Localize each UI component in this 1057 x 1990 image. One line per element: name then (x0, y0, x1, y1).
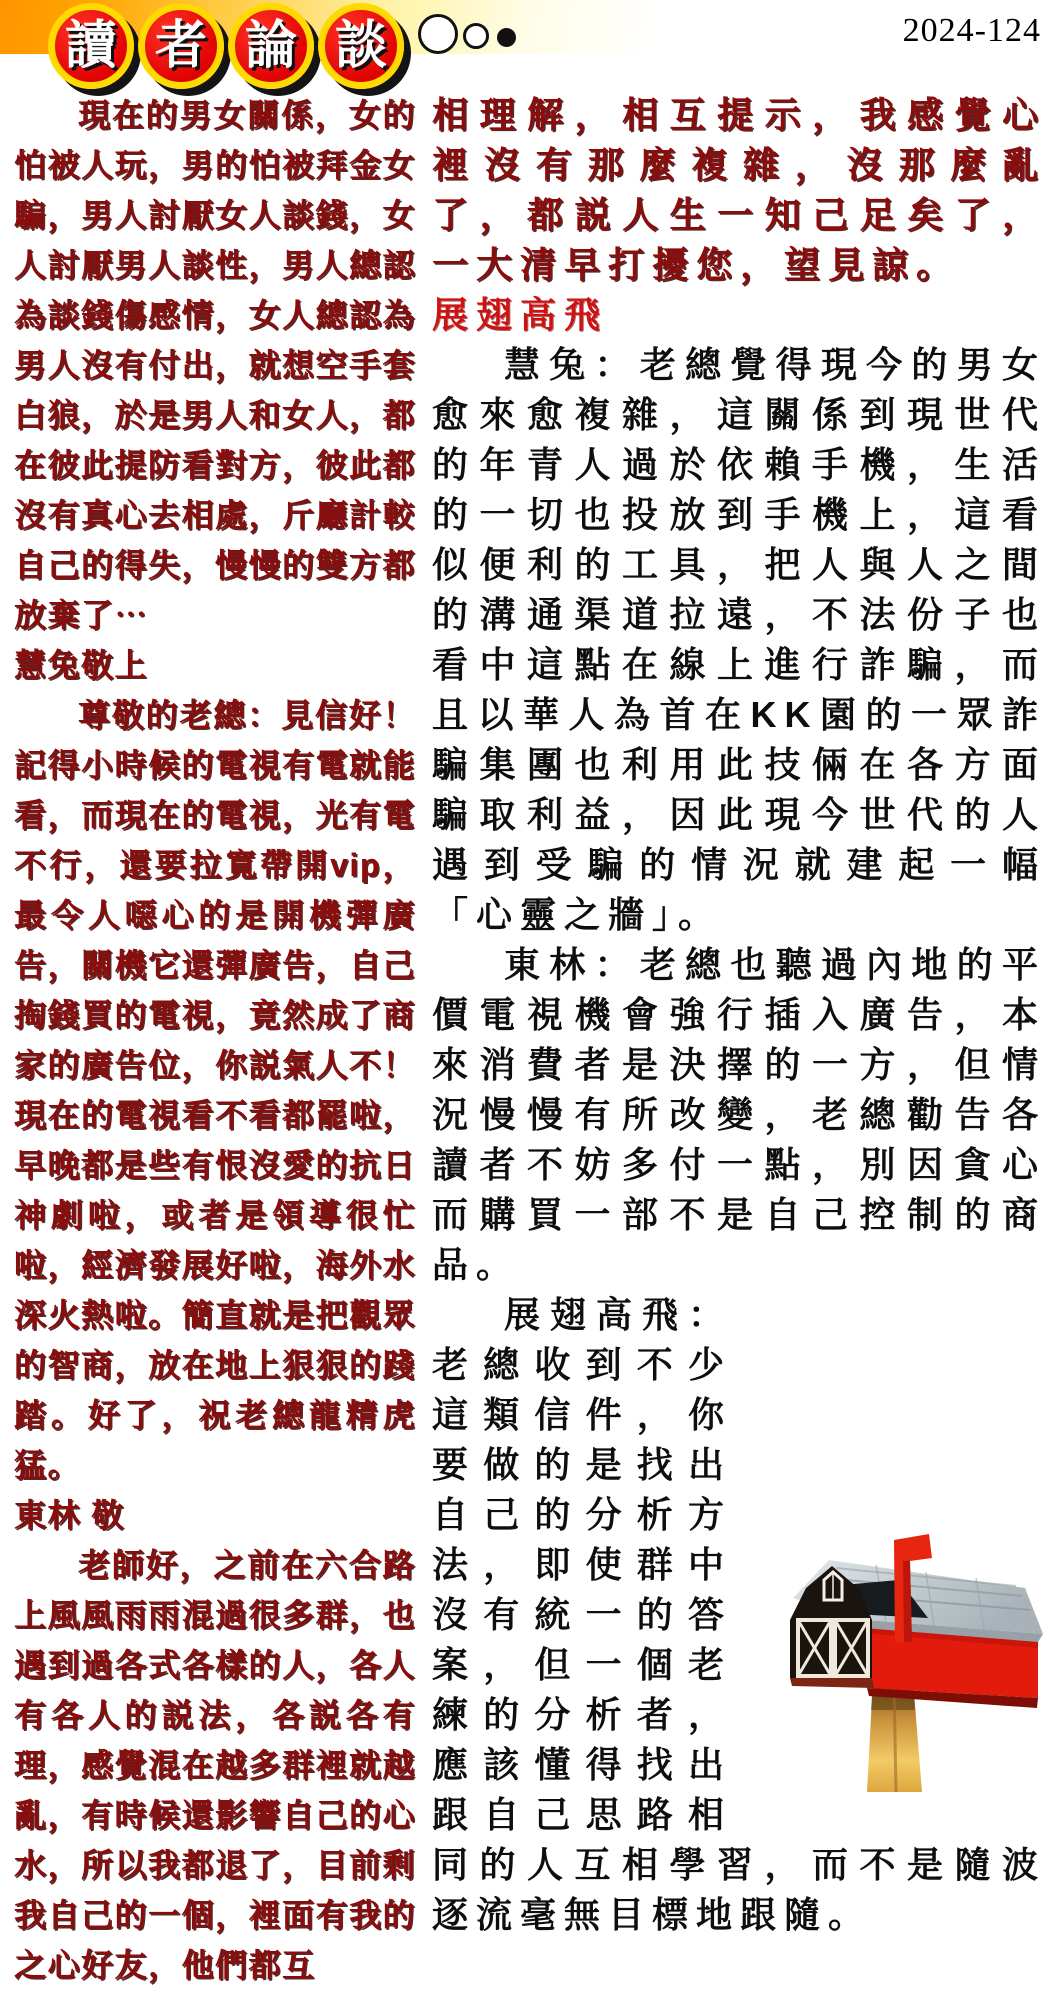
logo-circle (318, 3, 404, 89)
reply-paragraph: 東林：老總也聽過內地的平價電視機會強行插入廣告，本來消費者是決擇的一方，但情況慢慢有所改變，老總勸告各讀者不妨多付一點，別因貪心而購買一部不是自己控制的商品。 (432, 944, 1046, 1285)
signature: 慧兔敬上 (14, 647, 149, 683)
decorative-circle-filled (497, 28, 516, 47)
letter-paragraph: 相理解，相互提示，我感覺心裡沒有那麼複雜，沒那麼亂了，都説人生一知己足矣了，一大清早打擾您，望見諒。 (432, 94, 1046, 285)
left-column (14, 90, 416, 1990)
logo-character: 讀 (64, 17, 117, 75)
logo-character: 者 (154, 17, 207, 75)
reply-speaker: 慧兔： (504, 344, 640, 385)
logo-character: 談 (334, 17, 387, 75)
signature: 東林 敬 (14, 1497, 125, 1533)
letter-paragraph: 現在的男女關係，女的怕被人玩，男的怕被拜金女騙，男人討厭女人談錢，女人討厭男人談性，男人總認為談錢傷感情，女人總認為男人沒有付出，就想空手套白狼，於是男人和女人，都在彼此提防看對方，彼此都沒有真心去相處，斤廳計較自己的得失，慢慢的雙方都放棄了⋯ (14, 97, 417, 633)
mailbox-graphic (736, 1530, 1046, 1792)
masthead-logo (48, 3, 404, 89)
mailbox-illustration (736, 1530, 1046, 1792)
reply-paragraph: 展翅高飛：老總收到不少這類信件，你要做的是找出自己的分析方法，即使群中沒有統一的答案，但一個老練的分析者，應該懂得找出跟自己思路相同的人互相學習，而不是隨波逐流毫無目標地跟隨。 (432, 1294, 1046, 1935)
reply-speaker: 展翅高飛： (504, 1294, 732, 1335)
logo-circle (138, 3, 224, 89)
logo-circle (48, 3, 134, 89)
issue-number: 2024-124 (902, 12, 1041, 49)
decorative-circle-medium (463, 23, 489, 49)
logo-character: 論 (244, 17, 297, 75)
reply-speaker: 東林： (504, 944, 640, 985)
logo-circle (228, 3, 314, 89)
reply-paragraph: 慧兔：老總覺得現今的男女愈來愈複雜，這關係到現世代的年青人過於依賴手機，生活的一切也投放到手機上，這看似便利的工具，把人與人之間的溝通渠道拉遠，不法份子也看中這點在線上進行詐騙，而且以華人為首在KK園的一眾詐騙集團也利用此技倆在各方面騙取利益，因此現今世代的人遇到受騙的情況就建起一幅「心靈之牆」。 (432, 344, 1046, 935)
right-column (432, 90, 1046, 1940)
letter-paragraph: 尊敬的老總：見信好！記得小時候的電視有電就能看，而現在的電視，光有電不行，還要拉寬帶開vip，最令人噁心的是開機彈廣告，關機它還彈廣告，自己掏錢買的電視，竟然成了商家的廣告位，你説氣人不！現在的電視看不看都罷啦，早晚都是些有恨沒愛的抗日神劇啦，或者是領導很忙啦，經濟發展好啦，海外水深火熱啦。簡直就是把觀眾的智商，放在地上狠狠的踐踏。好了，祝老總龍精虎猛。 (14, 697, 417, 1483)
decorative-circle-large (418, 14, 458, 54)
signature: 展翅高飛 (432, 294, 609, 335)
letter-paragraph: 老師好，之前在六合路上風風雨雨混過很多群，也遇到過各式各樣的人，各人有各人的説法，各説各有理，感覺混在越多群裡就越亂，有時候還影響自己的心水，所以我都退了，目前剩我自己的一個，裡面有我的之心好友，他們都互 (14, 1547, 417, 1983)
